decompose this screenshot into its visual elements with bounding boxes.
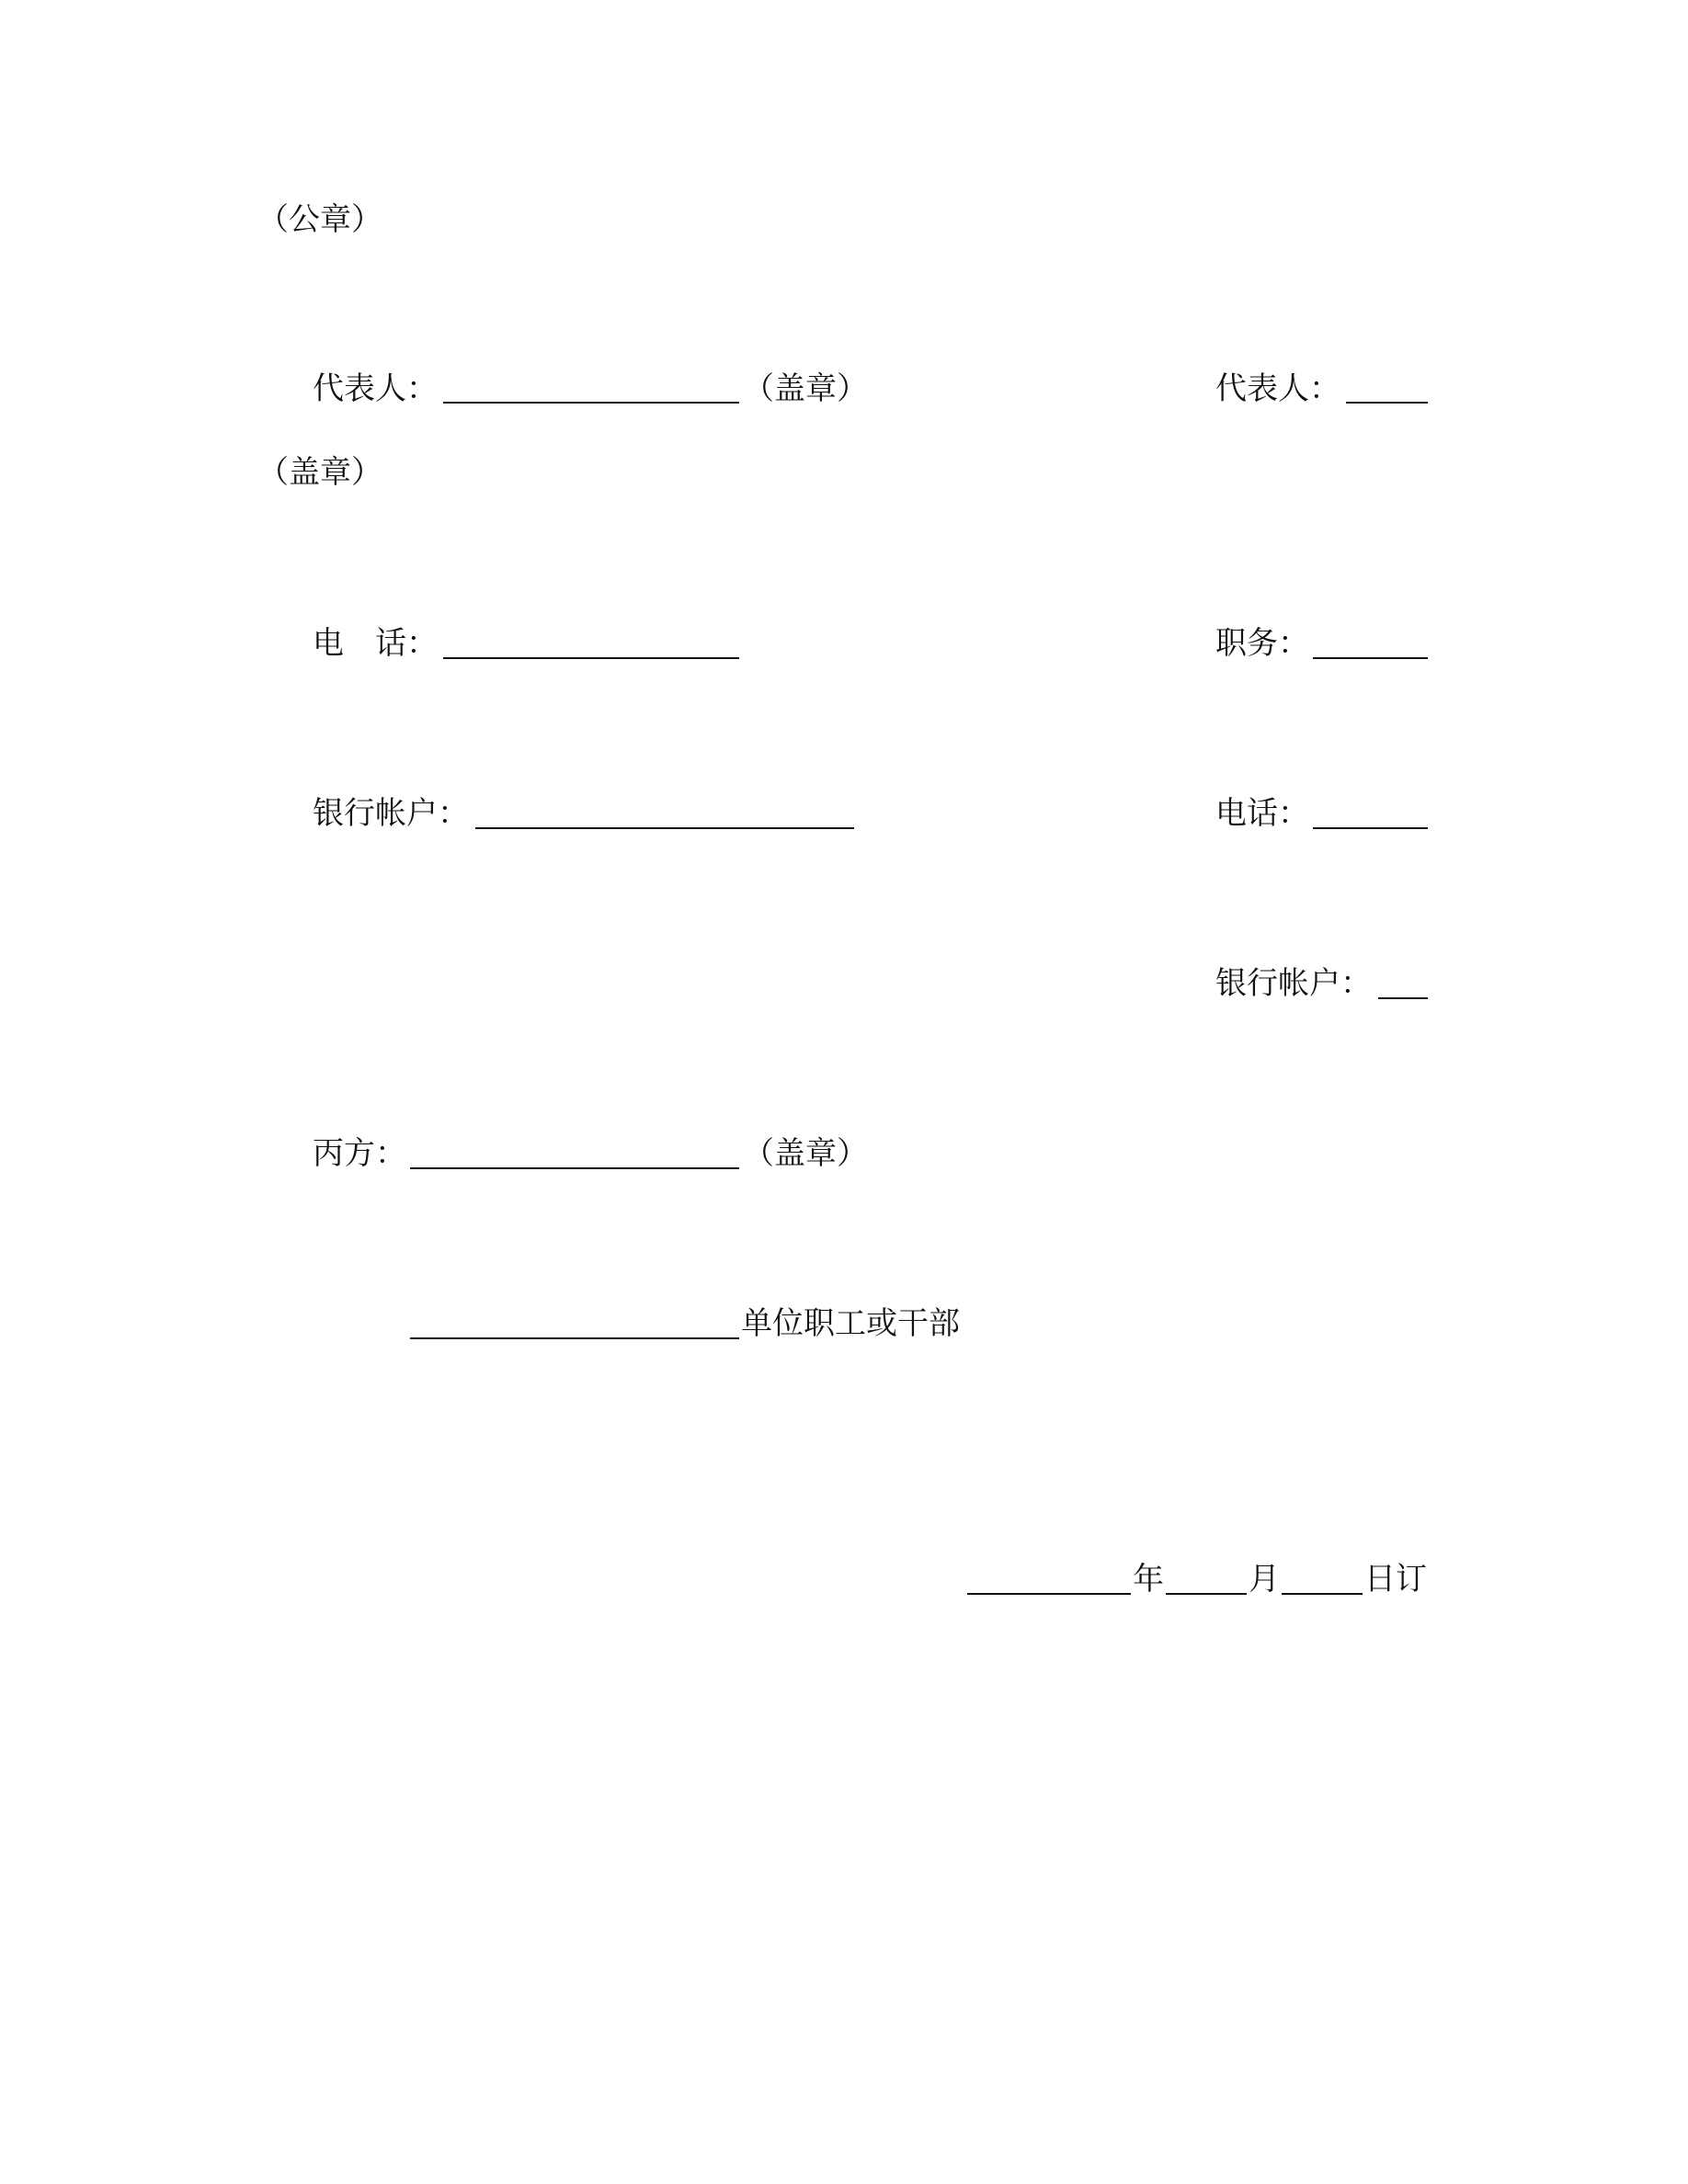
seal-note-top: （公章）: [257, 201, 382, 238]
left-rep-seal: （盖章）: [743, 370, 868, 407]
left-phone-label: 电 话：: [313, 625, 438, 662]
party-c-blank[interactable]: [410, 1167, 739, 1169]
month-blank[interactable]: [1166, 1593, 1247, 1595]
left-bank-label: 银行帐户：: [313, 795, 469, 832]
left-rep-label: 代表人：: [313, 370, 438, 407]
right-bank-label: 银行帐户：: [1215, 965, 1372, 1002]
year-blank[interactable]: [967, 1593, 1131, 1595]
right-rep-label: 代表人：: [1215, 370, 1340, 407]
party-c-label: 丙方：: [313, 1135, 406, 1172]
year-label: 年: [1133, 1561, 1164, 1598]
right-bank-blank[interactable]: [1378, 997, 1428, 999]
day-blank[interactable]: [1282, 1593, 1363, 1595]
left-bank-blank[interactable]: [475, 827, 854, 829]
right-title-blank[interactable]: [1313, 657, 1428, 659]
right-rep-seal: （盖章）: [257, 454, 382, 491]
staff-blank[interactable]: [410, 1337, 739, 1339]
month-label: 月: [1249, 1561, 1280, 1598]
left-rep-blank[interactable]: [443, 402, 739, 404]
staff-label: 单位职工或干部: [741, 1305, 960, 1342]
left-phone-blank[interactable]: [443, 657, 739, 659]
right-phone-blank[interactable]: [1313, 827, 1428, 829]
party-c-seal: （盖章）: [743, 1135, 868, 1172]
right-phone-label: 电话：: [1215, 795, 1309, 832]
day-label: 日订: [1364, 1561, 1427, 1598]
right-title-label: 职务：: [1215, 625, 1309, 662]
right-rep-blank[interactable]: [1346, 402, 1428, 404]
